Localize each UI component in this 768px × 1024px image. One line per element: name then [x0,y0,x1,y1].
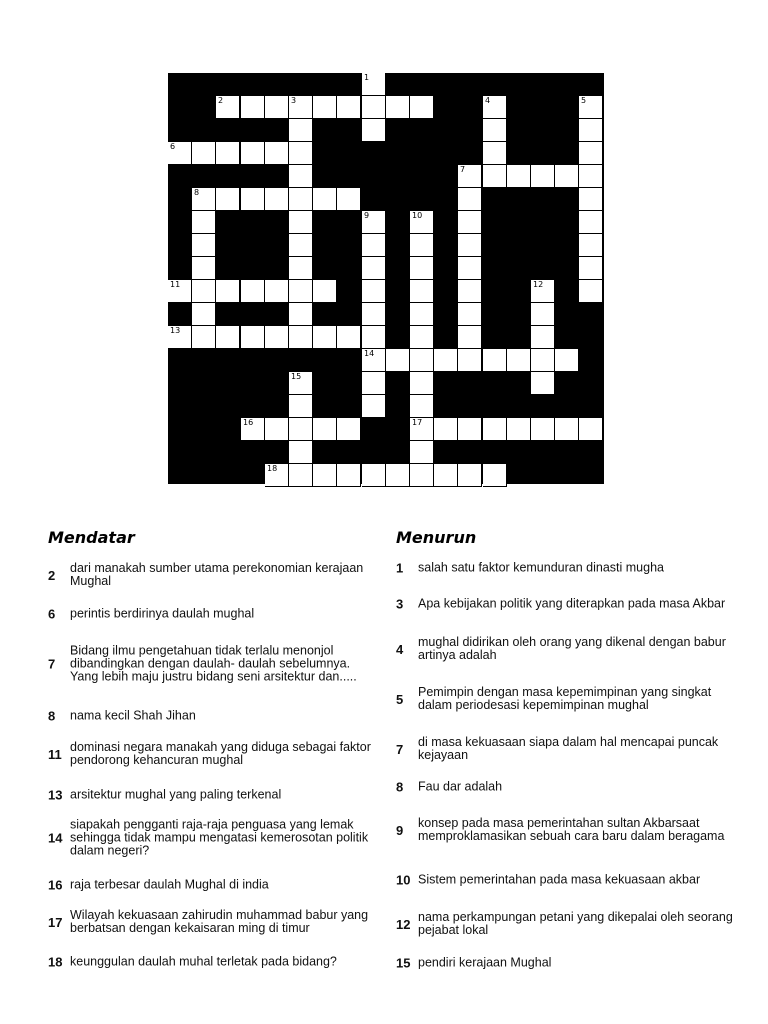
grid-cell[interactable] [531,418,555,441]
grid-cell[interactable] [289,234,313,257]
grid-cell[interactable] [410,326,434,349]
grid-cell[interactable] [289,395,313,418]
grid-cell[interactable] [410,96,434,119]
grid-cell[interactable] [362,372,386,395]
grid-cell[interactable] [531,165,555,188]
down-clue-4 [396,636,736,662]
grid-cell[interactable] [410,280,434,303]
grid-cell[interactable] [531,372,555,395]
grid-cell[interactable] [555,349,579,372]
grid-cell[interactable] [410,418,434,441]
mendatar-heading: Mendatar [48,528,135,547]
grid-cell[interactable] [289,326,313,349]
grid-cell[interactable] [289,303,313,326]
grid-cell[interactable] [483,464,507,487]
grid-cell[interactable] [192,188,216,211]
clue-number: 8 [194,188,200,197]
grid-cell[interactable] [579,211,603,234]
grid-cell[interactable] [483,96,507,119]
clue-number: 10 [396,872,411,888]
clue-number: 9 [364,211,370,220]
grid-cell[interactable] [458,188,482,211]
grid-cell[interactable] [289,372,313,395]
grid-cell[interactable] [410,211,434,234]
grid-cell[interactable] [216,280,240,303]
clue-number: 2 [48,567,56,583]
grid-cell[interactable] [337,188,361,211]
grid-cell[interactable] [313,464,337,487]
grid-cell[interactable] [265,418,289,441]
grid-cell[interactable] [265,464,289,487]
clue-text: arsitektur mughal yang paling terkenal [70,787,282,802]
crossword-grid [168,73,604,484]
grid-cell[interactable] [216,142,240,165]
clue-number: 6 [170,142,176,151]
clue-text: mughal didirikan oleh orang yang dikenal dengan babur artinya adalah [418,635,726,662]
grid-cell[interactable] [168,326,192,349]
across-clue-17 [48,909,380,935]
grid-cell[interactable] [289,142,313,165]
grid-cell[interactable] [337,464,361,487]
clue-text: raja terbesar daulah Mughal di india [70,877,269,892]
grid-cell[interactable] [192,142,216,165]
clue-text: Apa kebijakan politik yang diterapkan pada masa Akbar [418,596,726,611]
clue-number: 12 [533,280,544,289]
clue-number: 10 [412,211,423,220]
grid-cell[interactable] [289,188,313,211]
grid-cell[interactable] [216,96,240,119]
clue-number: 14 [364,349,375,358]
grid-cell[interactable] [458,257,482,280]
clue-text: Wilayah kekuasaan zahirudin muhammad babur yang berbatsan dengan kekaisaran ming di timur [70,908,369,935]
grid-cell[interactable] [362,395,386,418]
clue-number: 18 [48,954,63,970]
clue-number: 8 [396,779,404,795]
grid-cell[interactable] [362,257,386,280]
grid-cell[interactable] [362,464,386,487]
grid-cell[interactable] [410,349,434,372]
clue-number: 3 [291,96,297,105]
grid-cell[interactable] [458,165,482,188]
grid-cell[interactable] [579,280,603,303]
down-clue-12 [396,911,736,937]
grid-cell[interactable] [434,418,458,441]
across-clue-7 [48,645,380,684]
clue-number: 6 [48,606,56,622]
clue-number: 3 [396,596,404,612]
clue-text: dominasi negara manakah yang diduga sebagai faktor pendorong kehancuran mughal [70,740,371,767]
grid-cell[interactable] [289,119,313,142]
grid-cell[interactable] [483,349,507,372]
clue-text: siapakah pengganti raja-raja penguasa yang lemak sehingga tidak mampu mengatasi kemerosotan politik dalam negeri? [70,817,369,858]
grid-cell[interactable] [337,418,361,441]
grid-cell[interactable] [507,418,531,441]
down-clue-10 [396,873,736,888]
grid-cell[interactable] [313,188,337,211]
grid-cell[interactable] [410,441,434,464]
clue-number: 8 [48,708,56,724]
clue-number: 7 [460,165,466,174]
down-clue-9 [396,817,736,843]
grid-cell[interactable] [386,96,410,119]
clue-number: 12 [396,916,411,932]
grid-cell[interactable] [192,234,216,257]
grid-cell[interactable] [289,441,313,464]
grid-cell[interactable] [362,211,386,234]
grid-cell[interactable] [241,326,265,349]
clue-number: 17 [412,418,423,427]
grid-cell[interactable] [507,349,531,372]
down-clue-8 [396,780,736,795]
clue-number: 17 [48,914,63,930]
clue-text: Fau dar adalah [418,779,503,794]
menurun-heading: Menurun [396,528,477,547]
clue-number: 14 [48,830,63,846]
grid-cell[interactable] [410,372,434,395]
grid-cell[interactable] [410,234,434,257]
grid-cell[interactable] [458,303,482,326]
grid-cell[interactable] [458,326,482,349]
grid-cell[interactable] [216,326,240,349]
grid-cell[interactable] [507,165,531,188]
clue-number: 18 [267,464,278,473]
grid-cell[interactable] [289,464,313,487]
clue-text: pendiri kerajaan Mughal [418,955,552,970]
clue-number: 9 [396,822,404,838]
grid-cell[interactable] [289,280,313,303]
down-clue-1 [396,561,736,576]
grid-cell[interactable] [362,303,386,326]
clue-number: 1 [396,560,404,576]
grid-cell[interactable] [289,165,313,188]
grid-cell[interactable] [531,326,555,349]
clue-text: keunggulan daulah muhal terletak pada bidang? [70,954,337,969]
grid-cell[interactable] [313,280,337,303]
across-clue-13 [48,788,380,803]
grid-cell[interactable] [458,349,482,372]
grid-cell[interactable] [362,234,386,257]
grid-cell[interactable] [265,96,289,119]
grid-cell[interactable] [362,96,386,119]
grid-cell[interactable] [192,280,216,303]
grid-cell[interactable] [579,234,603,257]
across-clue-6 [48,607,380,622]
grid-cell[interactable] [458,211,482,234]
grid-cell[interactable] [555,165,579,188]
grid-cell[interactable] [289,211,313,234]
grid-cell[interactable] [168,280,192,303]
clue-number: 4 [485,96,491,105]
grid-cell[interactable] [241,188,265,211]
grid-cell[interactable] [483,165,507,188]
grid-cell[interactable] [265,280,289,303]
clue-text: Sistem pemerintahan pada masa kekuasaan akbar [418,872,701,887]
grid-cell[interactable] [362,73,386,96]
grid-cell[interactable] [555,418,579,441]
across-clue-14 [48,819,380,858]
grid-cell[interactable] [410,303,434,326]
grid-cell[interactable] [241,280,265,303]
grid-cell[interactable] [362,119,386,142]
grid-cell[interactable] [434,349,458,372]
across-clue-16 [48,878,380,893]
grid-cell[interactable] [289,257,313,280]
clue-number: 16 [243,418,254,427]
grid-cell[interactable] [265,142,289,165]
across-clue-11 [48,741,380,767]
grid-cell[interactable] [531,280,555,303]
grid-cell[interactable] [192,326,216,349]
grid-cell[interactable] [192,211,216,234]
clue-text: konsep pada masa pemerintahan sultan Akbarsaat memproklamasikan sebuah cara baru dalam beragama [418,816,725,843]
clue-number: 2 [218,96,224,105]
grid-cell[interactable] [458,418,482,441]
grid-cell[interactable] [458,464,482,487]
clue-number: 13 [170,326,181,335]
clue-number: 13 [48,787,63,803]
grid-cell[interactable] [362,349,386,372]
grid-cell[interactable] [458,280,482,303]
grid-cell[interactable] [579,418,603,441]
grid-cell[interactable] [483,142,507,165]
grid-cell[interactable] [313,96,337,119]
clue-number: 11 [48,746,62,762]
across-clue-2 [48,562,380,588]
clue-text: perintis berdirinya daulah mughal [70,606,255,621]
grid-cell[interactable] [579,188,603,211]
grid-cell[interactable] [192,257,216,280]
grid-cell[interactable] [458,234,482,257]
grid-cell[interactable] [337,96,361,119]
grid-cell[interactable] [579,165,603,188]
grid-cell[interactable] [289,418,313,441]
clue-text: dari manakah sumber utama perekonomian kerajaan Mughal [70,561,364,588]
grid-cell[interactable] [265,188,289,211]
grid-cell[interactable] [531,349,555,372]
grid-cell[interactable] [410,464,434,487]
grid-cell[interactable] [313,326,337,349]
grid-cell[interactable] [410,257,434,280]
grid-cell[interactable] [410,395,434,418]
grid-cell[interactable] [579,119,603,142]
grid-cell[interactable] [386,349,410,372]
grid-cell[interactable] [289,96,313,119]
clue-text: nama perkampungan petani yang dikepalai oleh seorang pejabat lokal [418,910,733,937]
clue-number: 7 [48,656,56,672]
across-clue-8 [48,709,380,724]
grid-cell[interactable] [434,464,458,487]
grid-cell[interactable] [216,188,240,211]
clue-text: salah satu faktor kemunduran dinasti mugha [418,560,664,575]
clue-number: 15 [396,955,411,971]
grid-cell[interactable] [579,142,603,165]
clue-number: 5 [396,691,404,707]
grid-cell[interactable] [362,326,386,349]
grid-cell[interactable] [579,257,603,280]
grid-cell[interactable] [168,142,192,165]
clue-number: 15 [291,372,302,381]
down-clue-7 [396,736,736,762]
clue-number: 5 [581,96,587,105]
grid-cell[interactable] [483,418,507,441]
grid-cell[interactable] [241,96,265,119]
clue-number: 16 [48,877,63,893]
clue-text: nama kecil Shah Jihan [70,708,196,723]
clue-text: Bidang ilmu pengetahuan tidak terlalu menonjol dibandingkan dengan daulah- daulah sebelumnya. Yang lebih maju justru bidang seni arsitektur dan..... [70,643,357,684]
across-clue-18 [48,955,380,970]
grid-cell[interactable] [241,142,265,165]
grid-cell[interactable] [386,464,410,487]
clue-number: 1 [364,73,370,82]
grid-cell[interactable] [265,326,289,349]
grid-cell[interactable] [192,303,216,326]
down-clue-15 [396,956,736,971]
grid-cell[interactable] [362,280,386,303]
grid-cell[interactable] [241,418,265,441]
clue-text: Pemimpin dengan masa kepemimpinan yang singkat dalam periodesasi kepemimpinan mughal [418,685,712,712]
grid-cell[interactable] [483,119,507,142]
grid-cell[interactable] [531,303,555,326]
down-clue-3 [396,597,736,612]
clue-number: 11 [170,280,181,289]
grid-cell[interactable] [313,418,337,441]
down-clue-5 [396,686,736,712]
clue-text: di masa kekuasaan siapa dalam hal mencapai puncak kejayaan [418,735,719,762]
clue-number: 7 [396,741,404,757]
clue-number: 4 [396,641,404,657]
grid-cell[interactable] [337,326,361,349]
grid-cell[interactable] [579,96,603,119]
